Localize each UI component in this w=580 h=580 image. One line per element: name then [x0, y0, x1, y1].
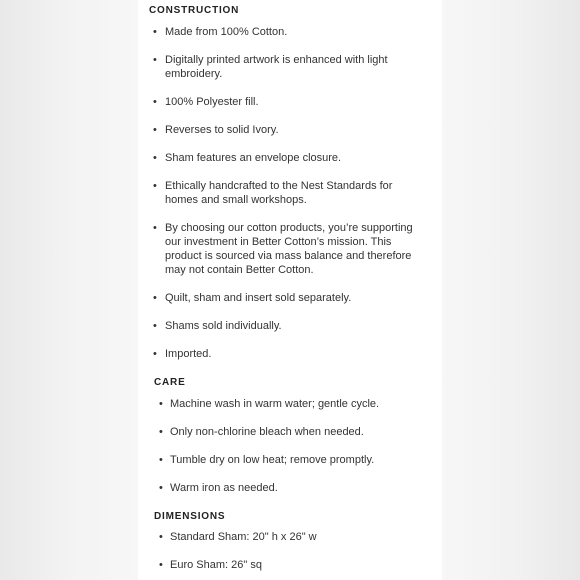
bullet-icon: • [159, 426, 163, 438]
construction-item-cotton: Made from 100% Cotton. [165, 26, 288, 38]
bullet-icon: • [153, 348, 157, 360]
construction-item-embroidery: Digitally printed artwork is enhanced with light embroidery. [165, 54, 388, 80]
construction-item-better-cotton: By choosing our cotton products, you’re supporting our investment in Better Cotton’s mission. This product is sourced via mass balance and therefore may not contain Better Cotton. [165, 222, 413, 276]
construction-item-sold-separately: Quilt, sham and insert sold separately. [165, 292, 352, 304]
construction-item-imported: Imported. [165, 348, 212, 360]
bullet-icon: • [153, 320, 157, 332]
care-item-bleach: Only non-chlorine bleach when needed. [170, 426, 364, 438]
bullet-icon: • [153, 26, 157, 38]
bullet-icon: • [159, 559, 163, 571]
bullet-icon: • [159, 398, 163, 410]
care-heading: CARE [154, 377, 186, 388]
care-item-machine-wash: Machine wash in warm water; gentle cycle. [170, 398, 380, 410]
bullet-icon: • [153, 292, 157, 304]
dimensions-item-euro-sham: Euro Sham: 26" sq [170, 559, 262, 571]
construction-item-handcrafted: Ethically handcrafted to the Nest Standards for homes and small workshops. [165, 180, 393, 206]
construction-heading: CONSTRUCTION [149, 5, 240, 16]
bullet-icon: • [153, 54, 157, 66]
bullet-icon: • [153, 124, 157, 136]
construction-item-closure: Sham features an envelope closure. [165, 152, 342, 164]
bullet-icon: • [153, 152, 157, 164]
bullet-icon: • [153, 96, 157, 108]
bullet-icon: • [159, 482, 163, 494]
care-item-tumble-dry: Tumble dry on low heat; remove promptly. [170, 454, 375, 466]
construction-item-individually: Shams sold individually. [165, 320, 282, 332]
bullet-icon: • [153, 180, 157, 192]
bullet-icon: • [159, 454, 163, 466]
dimensions-item-standard-sham: Standard Sham: 20" h x 26" w [170, 531, 317, 543]
bullet-icon: • [159, 531, 163, 543]
construction-item-fill: 100% Polyester fill. [165, 96, 259, 108]
bullet-icon: • [153, 222, 157, 234]
dimensions-heading: DIMENSIONS [154, 511, 226, 522]
product-details-panel [138, 0, 442, 580]
construction-item-reverse: Reverses to solid Ivory. [165, 124, 279, 136]
care-item-iron: Warm iron as needed. [170, 482, 278, 494]
